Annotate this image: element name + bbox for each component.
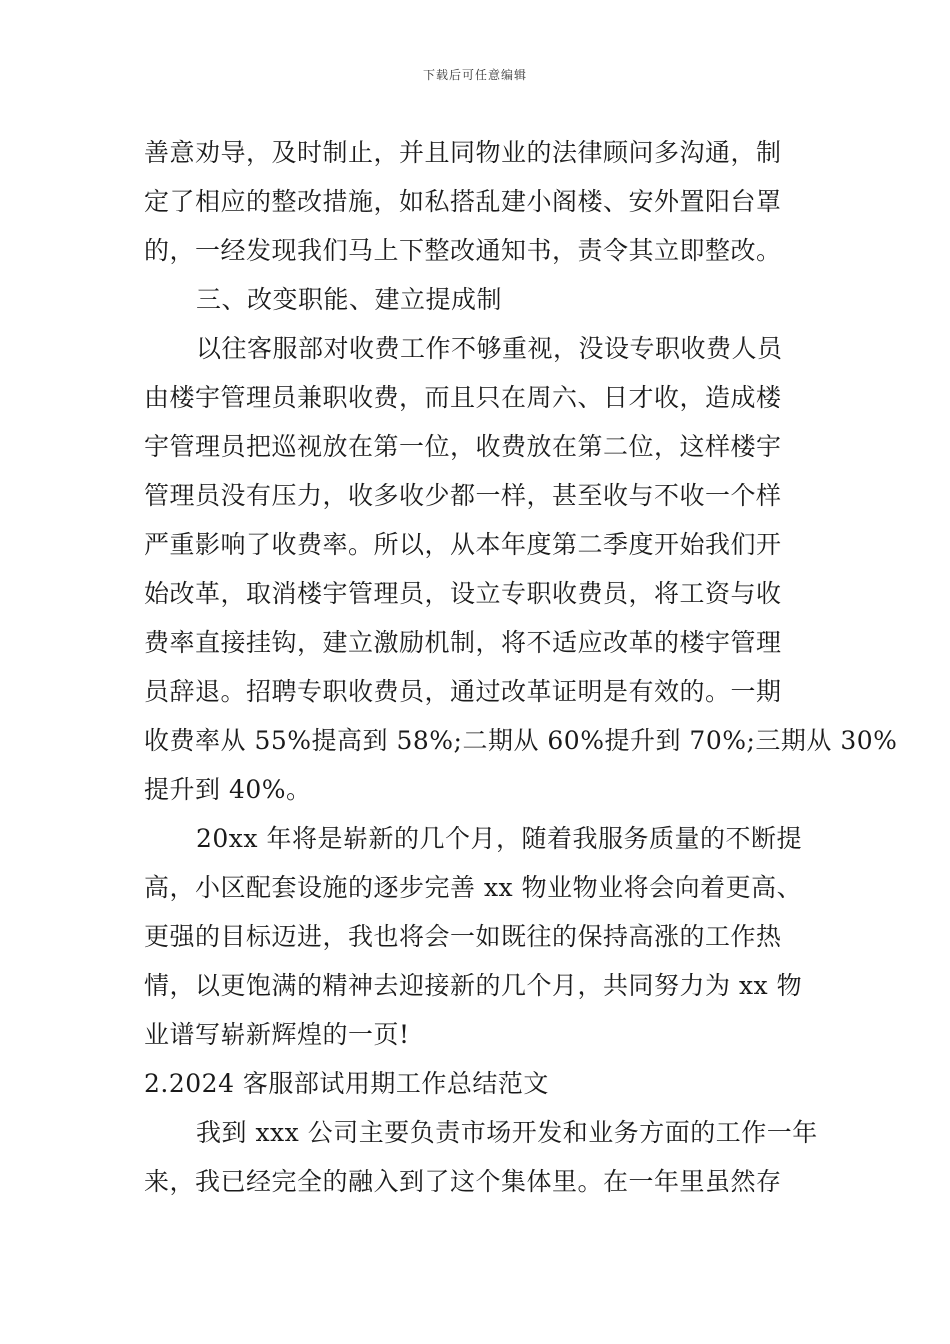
text-line: 宇管理员把巡视放在第一位，收费放在第二位，这样楼宇 [144, 432, 782, 461]
page-header: 下载后可任意编辑 [422, 68, 527, 82]
text-line: 善意劝导，及时制止，并且同物业的法律顾问多沟通，制 [144, 138, 782, 167]
text-line: 定了相应的整改措施，如私搭乱建小阁楼、安外置阳台罩 [144, 187, 782, 216]
text-line: 我到 xxx 公司主要负责市场开发和业务方面的工作一年 [196, 1118, 818, 1147]
text-line: 由楼宇管理员兼职收费，而且只在周六、日才收，造成楼 [144, 383, 782, 412]
text-line: 员辞退。招聘专职收费员，通过改革证明是有效的。一期 [144, 677, 782, 706]
text-line: 业谱写崭新辉煌的一页! [144, 1020, 410, 1049]
section-title: 2.2024 客服部试用期工作总结范文 [144, 1069, 549, 1098]
text-line: 来，我已经完全的融入到了这个集体里。在一年里虽然存 [144, 1167, 782, 1196]
text-line: 情，以更饱满的精神去迎接新的几个月，共同努力为 xx 物 [144, 971, 803, 1000]
text-line: 始改革，取消楼宇管理员，设立专职收费员，将工资与收 [144, 579, 782, 608]
text-line: 更强的目标迈进，我也将会一如既往的保持高涨的工作热 [144, 922, 782, 951]
text-line: 高，小区配套设施的逐步完善 xx 物业物业将会向着更高、 [144, 873, 803, 902]
text-line: 收费率从 55%提高到 58%;二期从 60%提升到 70%;三期从 30% [144, 726, 898, 755]
text-line: 费率直接挂钩，建立激励机制，将不适应改革的楼宇管理 [144, 628, 782, 657]
section-heading: 三、改变职能、建立提成制 [196, 285, 503, 314]
text-line: 以往客服部对收费工作不够重视，没设专职收费人员 [196, 334, 783, 363]
document-body [144, 128, 898, 1206]
text-line: 的，一经发现我们马上下整改通知书，责令其立即整改。 [144, 236, 782, 265]
text-line: 提升到 40%。 [144, 775, 312, 804]
text-line: 管理员没有压力，收多收少都一样，甚至收与不收一个样 [144, 481, 782, 510]
text-line: 20xx 年将是崭新的几个月，随着我服务质量的不断提 [196, 824, 802, 853]
text-line: 严重影响了收费率。所以，从本年度第二季度开始我们开 [144, 530, 782, 559]
